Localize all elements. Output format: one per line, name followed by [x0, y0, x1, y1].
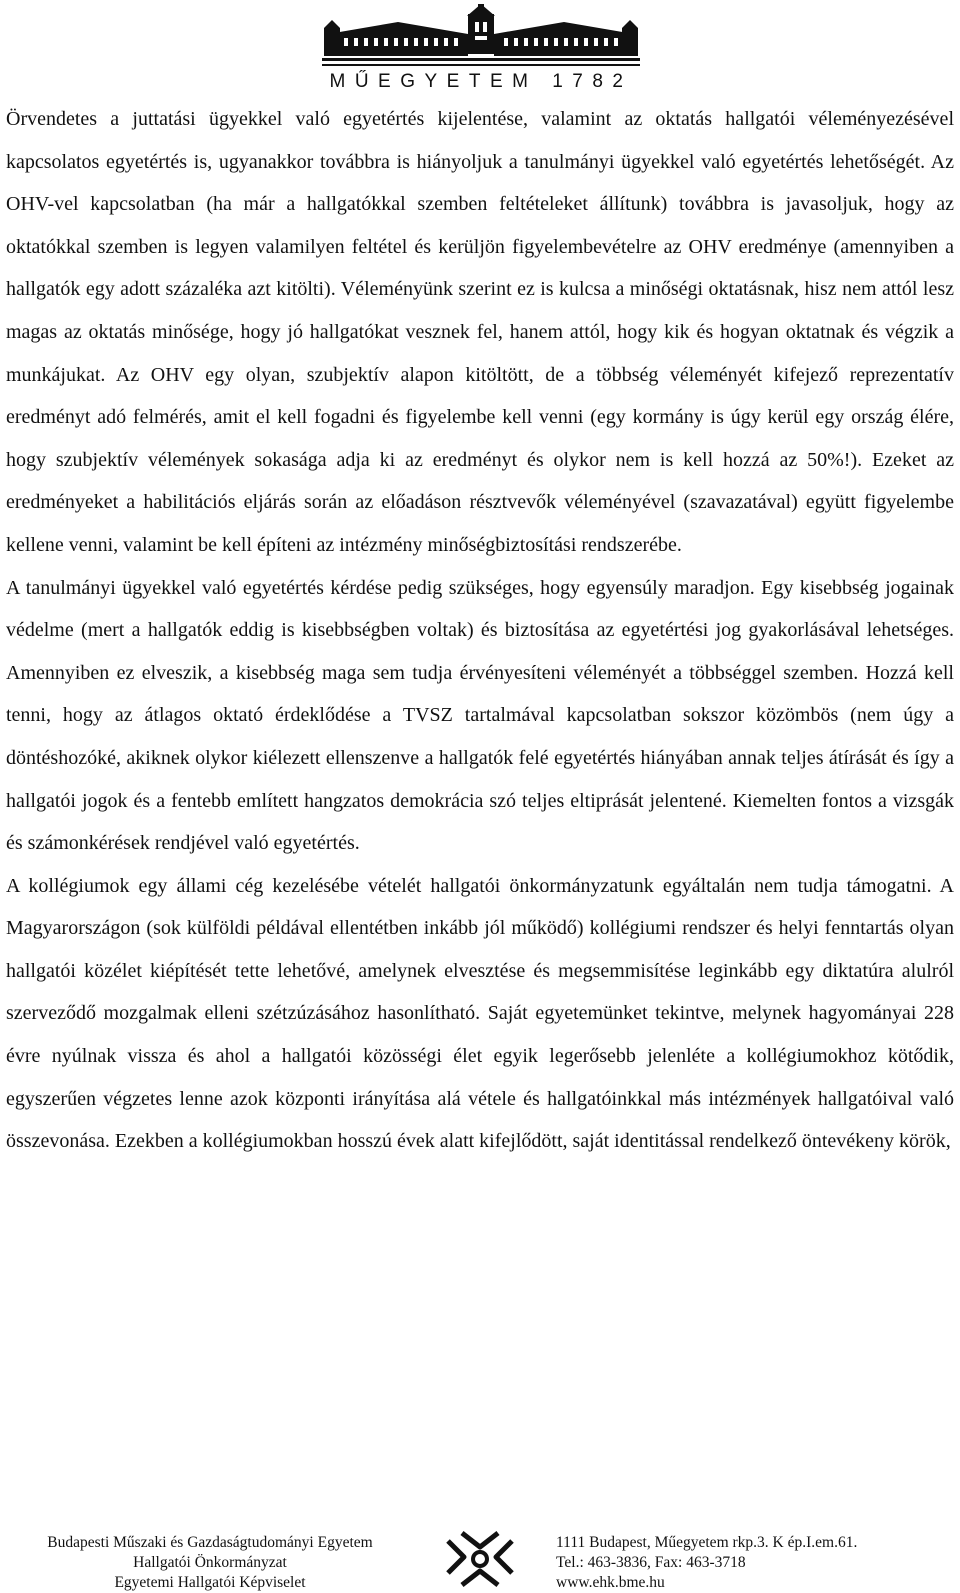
footer-phone-fax: Tel.: 463-3836, Fax: 463-3718: [556, 1554, 746, 1571]
logo-wordmark: MŰEGYETEM 1782: [329, 71, 633, 92]
ehk-logo-icon: [444, 1529, 516, 1589]
document-body: [6, 98, 954, 1163]
page-footer: [0, 1523, 960, 1593]
footer-address: 1111 Budapest, Műegyetem rkp.3. K ép.I.em.61.: [556, 1534, 858, 1551]
footer-self-government: Hallgatói Önkormányzat: [133, 1554, 287, 1571]
muegyetem-building-logo: [322, 4, 640, 70]
footer-website-link[interactable]: www.ehk.bme.hu: [556, 1574, 665, 1591]
footer-organization: [10, 1533, 410, 1593]
page-header: [0, 0, 960, 100]
paragraph: A kollégiumok egy állami cég kezelésébe vételét hallgatói önkormányzatunk egyáltalán nem tudja támogatni. A Magyarországon (sok külföldi példával ellentétben inkább jól működő) kollégiumi rendszer és helyi fenntartás olyan hallgatói közélet kiépítését tette lehetővé, amelynek elvesztése és megsemmisítése leginkább egy diktatúra alulról szerveződő mozgalmak elleni szétzúzásához hasonlítható. Saját egyetemünket tekintve, melynek hagyományai 228 évre nyúlnak vissza és ahol a hallgatói közösségi élet egyik legerősebb jelenléte a kollégiumokhoz kötődik, egyszerűen végzetes lenne azok központi irányítása alá vétele és hallgatóinkkal más intézmények hallgatóival való összevonása. Ezekben a kollégiumokban hosszú évek alatt kifejlődött, saját identitással rendelkező öntevékeny körök,: [6, 874, 954, 1153]
paragraph: A tanulmányi ügyekkel való egyetértés kérdése pedig szükséges, hogy egyensúly maradjon. Egy kisebbség jogainak védelme (mert a hallgatók eddig is kisebbségben voltak) és biztosítása az egyetértési jog gyakorlásával lehetséges. Amennyiben ez elveszik, a kisebbség maga sem tudja érvényesíteni véleményét a többséggel szemben. Hozzá kell tenni, hogy az átlagos oktató érdeklődése a TVSZ tartalmával kapcsolatban sokszor közömbös (nem úgy a döntéshozóké, akiknek olykor kiélezett ellenszenve a hallgatók felé egyetértés hiányában annak teljes átírását és így a hallgatói jogok és a fentebb említett hangzatos demokrácia szó teljes eltiprását jelentené. Kiemelten fontos a vizsgák és számonkérések rendjével való egyetértés.: [6, 576, 954, 855]
footer-contact: [556, 1533, 956, 1593]
footer-university-name: Budapesti Műszaki és Gazdaságtudományi Egyetem: [47, 1534, 373, 1551]
paragraph: Örvendetes a juttatási ügyekkel való egyetértés kijelentése, valamint az oktatás hallgatói véleményezésével kapcsolatos egyetértés is, ugyanakkor továbbra is hiányoljuk a tanulmányi ügyekkel való egyetértés lehetőségét. Az OHV-vel kapcsolatban (ha már a hallgatókkal szemben feltételeket állítunk) továbbra is javasoljuk, hogy az oktatókkal szemben is legyen valamilyen feltétel és kerüljön figyelembevételre az OHV eredménye (amennyiben a hallgatók egy adott százaléka azt kitölti). Véleményünk szerint ez is kulcsa a minőségi oktatásnak, hisz nem attól lesz magas az oktatás minősége, hogy jó hallgatókat vesznek fel, hanem attól, hogy kik és hogyan oktatnak és végzik a munkájukat. Az OHV egy olyan, szubjektív alapon kitöltött, de a többség véleményét kifejező reprezentatív eredményt adó felmérés, amit el kell fogadni és figyelembe kell venni (egy kormány is úgy kerül egy ország élére, hogy szubjektív vélemények sokasága adja ki az eredményt és olykor nem is kell hozzá az 50%!). Ezeket az eredményeket a habilitációs eljárás során az előadáson résztvevők véleményével (szavazatával) együtt figyelembe kellene venni, valamint be kell építeni az intézmény minőségbiztosítási rendszerébe.: [6, 108, 954, 556]
footer-representation: Egyetemi Hallgatói Képviselet: [114, 1574, 306, 1591]
